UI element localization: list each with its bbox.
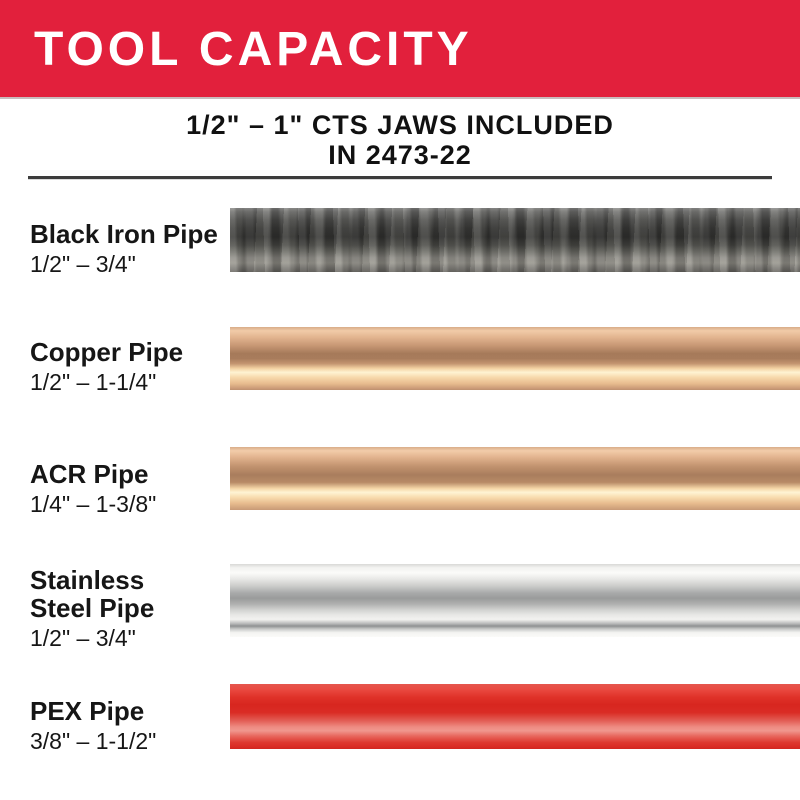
pipe-name: Black Iron Pipe: [30, 219, 218, 249]
pipe-size-range: 1/2" – 1-1/4": [30, 369, 157, 395]
row-black-iron-label: [30, 220, 228, 277]
header-banner: [0, 0, 800, 99]
row-pex-label: [30, 697, 228, 754]
jaws-included-subtitle: [0, 110, 800, 170]
subtitle-line-2: IN 2473-22: [328, 140, 472, 170]
pipe-size-range: 1/2" – 3/4": [30, 625, 136, 651]
pipe-name: Stainless: [30, 565, 145, 595]
pipe-size-range: 1/2" – 3/4": [30, 251, 136, 277]
row-stainless-label: [30, 566, 228, 651]
row-acr-label: [30, 460, 228, 517]
row-copper-label: [30, 338, 228, 395]
black-iron-pipe-image: [230, 208, 800, 272]
page-title: TOOL CAPACITY: [34, 23, 473, 76]
pipe-name-line-2: Steel Pipe: [30, 593, 155, 623]
pex-pipe-image: [230, 684, 800, 749]
pipe-name: ACR Pipe: [30, 459, 149, 489]
acr-pipe-image: [230, 447, 800, 510]
horizontal-divider: [28, 176, 772, 180]
subtitle-line-1: 1/2" – 1" CTS JAWS INCLUDED: [186, 110, 614, 140]
pipe-size-range: 1/4" – 1-3/8": [30, 491, 157, 517]
stainless-steel-pipe-image: [230, 564, 800, 637]
pipe-size-range: 3/8" – 1-1/2": [30, 728, 157, 754]
pipe-name: PEX Pipe: [30, 696, 145, 726]
pipe-name: Copper Pipe: [30, 337, 184, 367]
copper-pipe-image: [230, 327, 800, 390]
